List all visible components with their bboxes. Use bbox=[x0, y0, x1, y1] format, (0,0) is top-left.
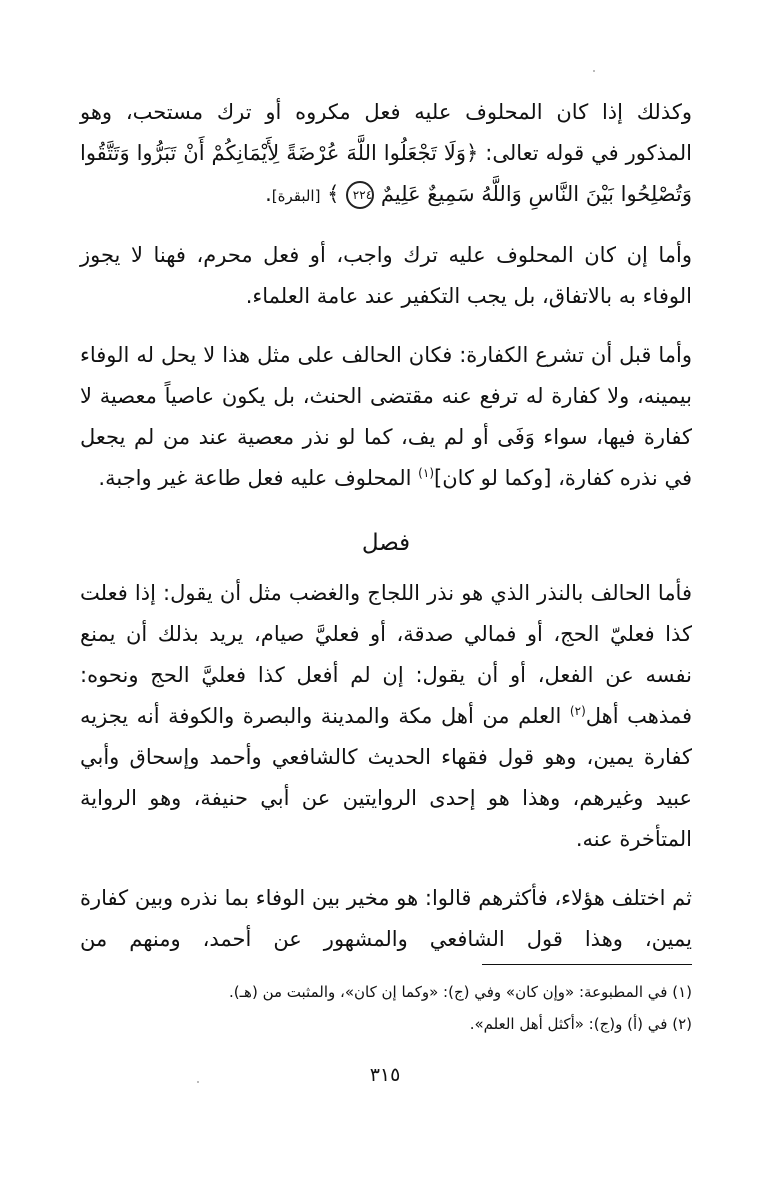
section-heading: فصل bbox=[361, 530, 411, 556]
paragraph-2 bbox=[80, 235, 692, 317]
ayah-number-marker: ٢٢٤ bbox=[346, 181, 374, 209]
surah-reference: [البقرة] bbox=[271, 187, 321, 205]
page-number: ٣١٥ bbox=[369, 1064, 401, 1086]
footnote-1: (١) في المطبوعة: «وإن كان» وفي (ج): «وكما إن كان»، والمثبت من (هـ). bbox=[229, 983, 692, 1001]
paragraph-1-end: . bbox=[265, 182, 272, 206]
paragraph-3-lead: وأما قبل أن تشرع الكفارة: فكان الحالف على مثل هذا لا يحل له الوفاء بيمينه، ولا كفارة له ترفع عنه مقتضى الحنث، بل يكون عاصياً معصية لا كفارة فيها، سواء وَفَى أو لم يف، كما لو نذر معصية عند من لم يجعل في نذره كفارة، [وكما لو كان] bbox=[80, 343, 692, 490]
paragraph-2-text: وأما إن كان المحلوف عليه ترك واجب، أو فعل محرم، فهنا لا يجوز الوفاء به بالاتفاق، بل يجب التكفير عند عامة العلماء. bbox=[80, 243, 692, 308]
section-paragraph-2 bbox=[80, 878, 692, 960]
paragraph-3-tail: المحلوف عليه فعل طاعة غير واجبة. bbox=[98, 466, 419, 490]
section-paragraph-1-lead: فأما الحالف بالنذر الذي هو نذر اللجاج والغضب مثل أن يقول: إذا فعلت كذا فعليّ الحج، أو فمالي صدقة، أو فعليَّ صيام، يريد بذلك أن يمنع نفسه عن الفعل، أو أن يقول: إن لم أفعل كذا فعليَّ الحج ونحوه: فمذهب أهل bbox=[80, 581, 692, 728]
section-paragraph-1 bbox=[80, 573, 692, 860]
page-body bbox=[80, 92, 692, 978]
footnote-ref-2: (٢) bbox=[569, 704, 586, 718]
quran-close-bracket: ﴾ bbox=[327, 182, 340, 206]
section-paragraph-2-text: ثم اختلف هؤلاء، فأكثرهم قالوا: هو مخير بين الوفاء بما نذره وبين كفارة يمين، وهذا قول الشافعي والمشهور عن أحمد، ومنهم من bbox=[80, 886, 692, 951]
footnote-2: (٢) في (أ) و(ج): «أكثل أهل العلم». bbox=[469, 1015, 692, 1033]
paragraph-1-lead: وكذلك إذا كان المحلوف عليه فعل مكروه أو ترك مستحب، وهو المذكور في قوله تعالى: bbox=[80, 100, 692, 165]
footnotes bbox=[80, 976, 692, 1040]
footnote-ref-1: (١) bbox=[418, 466, 434, 480]
paragraph-3 bbox=[80, 335, 692, 499]
section-paragraph-1-tail: العلم من أهل مكة والمدينة والبصرة والكوفة أنه يجزيه كفارة يمين، وهو قول فقهاء الحديث كالشافعي وأحمد وإسحاق وأبي عبيد وغيرهم، وهذا هو إحدى الروايتين عن أبي حنيفة، وهو الرواية المتأخرة عنه. bbox=[80, 704, 692, 851]
scan-speck bbox=[593, 70, 595, 72]
footnote-divider bbox=[482, 964, 692, 965]
paragraph-1 bbox=[80, 92, 692, 217]
quran-verse: ﴿وَلَا تَجْعَلُوا اللَّهَ عُرْضَةً لِأَيْمَانِكُمْ أَنْ تَبَرُّوا وَتَتَّقُوا وَتُصْلِحُوا بَيْنَ النَّاسِ وَاللَّهُ سَمِيعٌ عَلِيمٌ bbox=[80, 141, 692, 206]
